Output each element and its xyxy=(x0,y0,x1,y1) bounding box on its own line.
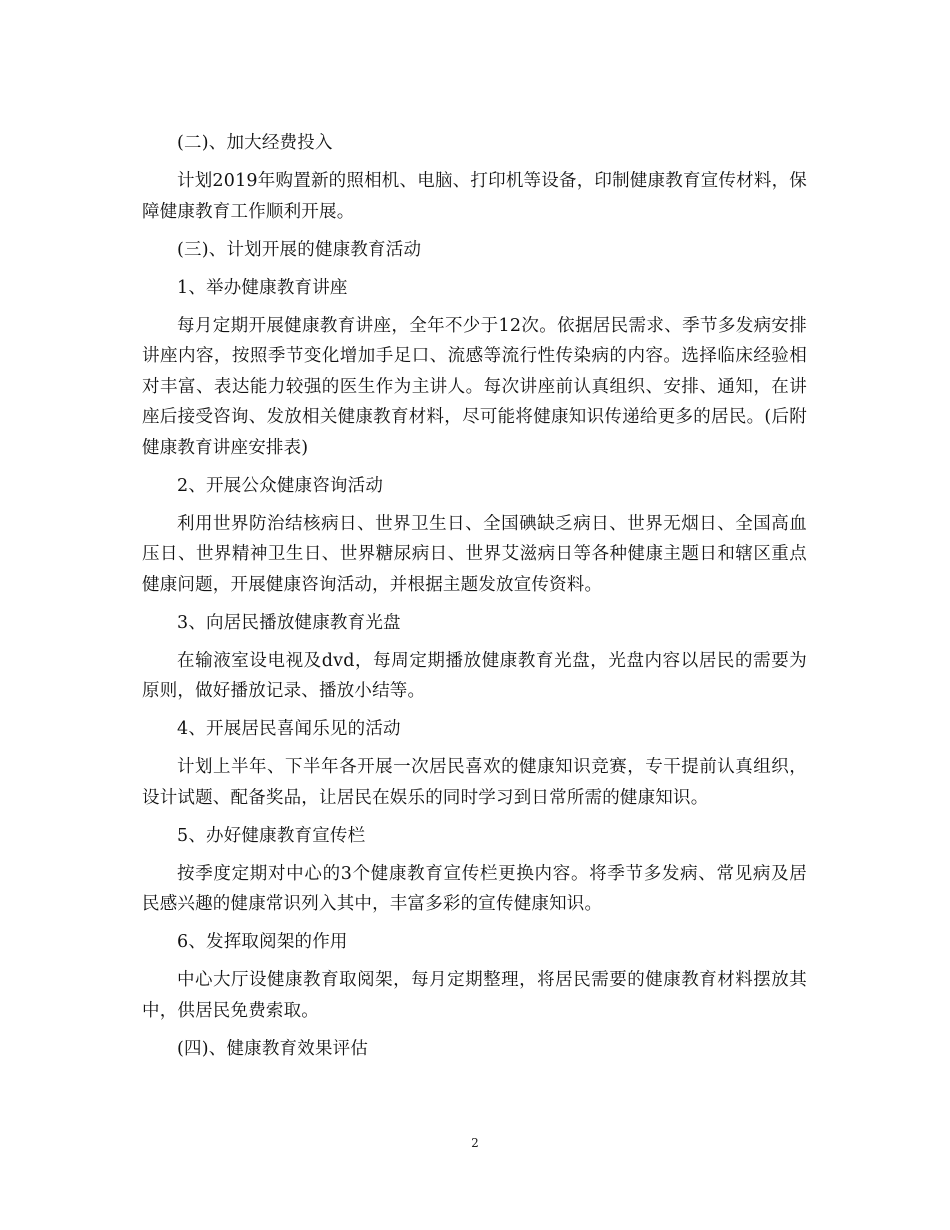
subheading-disc: 3、向居民播放健康教育光盘 xyxy=(177,612,401,633)
paragraph-popular-activities: 计划上半年、下半年各开展一次居民喜欢的健康知识竞赛，专干提前认真组织，设计试题、配备奖品，让居民在娱乐的同时学习到日常所需的健康知识。 xyxy=(142,757,807,808)
subheading-popular-activities: 4、开展居民喜闻乐见的活动 xyxy=(177,719,401,739)
document-body xyxy=(142,128,807,1072)
subheading-consultation: 2、开展公众健康咨询活动 xyxy=(177,475,384,496)
paragraph-consultation: 利用世界防治结核病日、世界卫生日、全国碘缺乏病日、世界无烟日、全国高血压日、世界精神卫生日、世界糖尿病日、世界艾滋病日等各种健康主题日和辖区重点健康问题，开展健康咨询活动，并根据主题发放宣传资料。 xyxy=(142,513,807,595)
section-heading-funding: (二)、加大经费投入 xyxy=(177,133,333,153)
section-heading-evaluation: (四)、健康教育效果评估 xyxy=(177,1038,369,1059)
section-heading-activities: (三)、计划开展的健康教育活动 xyxy=(177,239,422,260)
paragraph-rack: 中心大厅设健康教育取阅架，每月定期整理，将居民需要的健康教育材料摆放其中，供居民免费索取。 xyxy=(142,970,807,1021)
paragraph-funding: 计划2019年购置新的照相机、电脑、打印机等设备，印制健康教育宣传材料，保障健康教育工作顺利开展。 xyxy=(142,171,807,222)
subheading-lectures: 1、举办健康教育讲座 xyxy=(177,277,348,298)
subheading-rack: 6、发挥取阅架的作用 xyxy=(177,932,348,952)
subheading-bulletin-board: 5、办好健康教育宣传栏 xyxy=(177,825,366,846)
paragraph-bulletin-board: 按季度定期对中心的3个健康教育宣传栏更换内容。将季节多发病、常见病及居民感兴趣的健康常识列入其中，丰富多彩的宣传健康知识。 xyxy=(142,863,807,914)
page-number: 2 xyxy=(471,1136,479,1150)
paragraph-lectures: 每月定期开展健康教育讲座，全年不少于12次。依据居民需求、季节多发病安排讲座内容，按照季节变化增加手足口、流感等流行性传染病的内容。选择临床经验相对丰富、表达能力较强的医生作为主讲人。每次讲座前认真组织、安排、通知，在讲座后接受咨询、发放相关健康教育材料，尽可能将健康知识传递给更多的居民。(后附健康教育讲座安排表) xyxy=(142,315,807,458)
paragraph-disc: 在输液室设电视及dvd，每周定期播放健康教育光盘，光盘内容以居民的需要为原则，做好播放记录、播放小结等。 xyxy=(142,650,807,701)
